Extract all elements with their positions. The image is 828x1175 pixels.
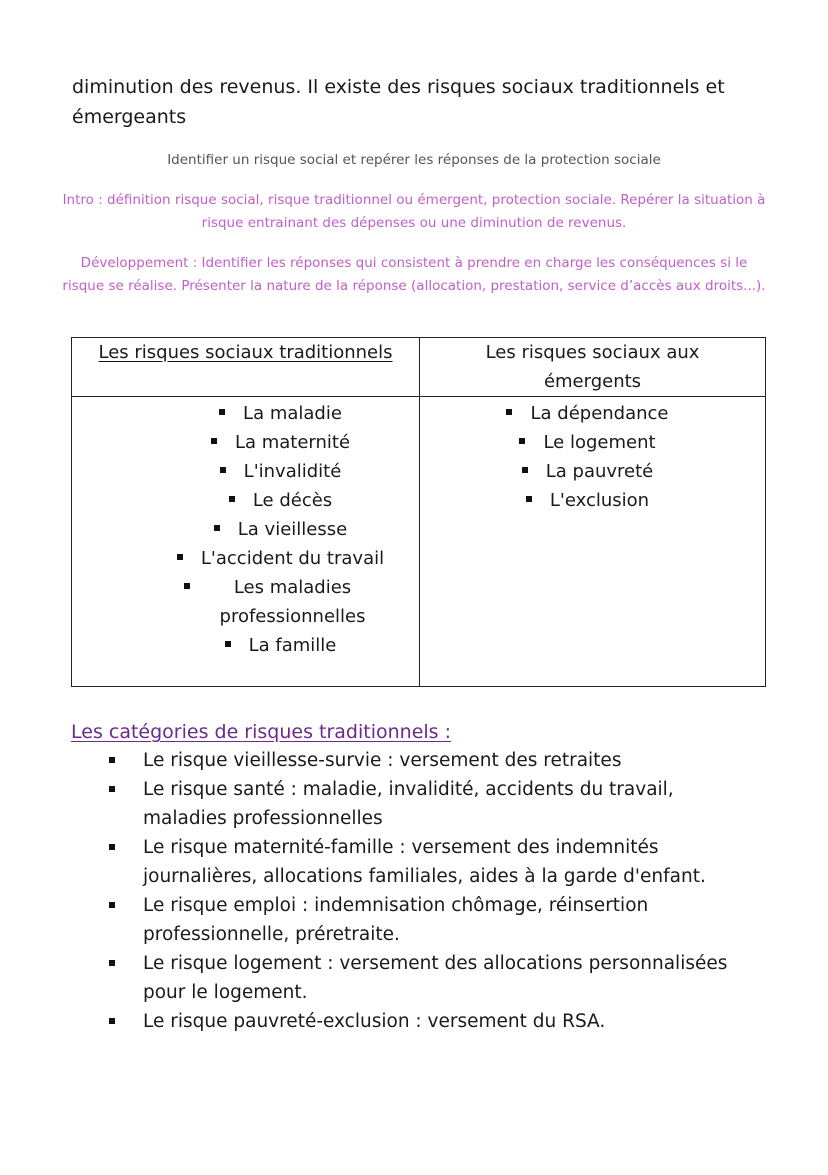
square-bullet-icon xyxy=(220,467,226,473)
category-item-text: Le risque logement : versement des allocations personnalisées pour le logement. xyxy=(143,953,728,1003)
square-bullet-icon xyxy=(519,438,525,444)
emerging-risk-item-text: La dépendance xyxy=(530,403,669,424)
categories-title: Les catégories de risques traditionnels : xyxy=(71,721,452,743)
square-bullet-icon xyxy=(109,902,115,908)
section-subtitle: Identifier un risque social et repérer les réponses de la protection sociale xyxy=(167,152,661,168)
square-bullet-icon xyxy=(522,467,528,473)
header-emerging-risks xyxy=(420,338,766,397)
square-bullet-icon xyxy=(211,438,217,444)
emerging-risk-item xyxy=(420,486,755,515)
emerging-risk-item-text: La pauvreté xyxy=(545,461,654,482)
traditional-risk-item-text: La maternité xyxy=(234,432,351,453)
traditional-risk-item-text: L'accident du travail xyxy=(200,548,385,569)
emerging-risk-item-text: Le logement xyxy=(543,432,656,453)
development-instruction: Développement : Identifier les réponses qui consistent à prendre en charge les conséquences si le risque se réalise. Présenter la nature de la réponse (allocation, prestation, service d’accès aux droits...). xyxy=(62,255,766,294)
traditional-risk-item xyxy=(142,457,419,486)
square-bullet-icon xyxy=(229,496,235,502)
header-emerging-risks-text: Les risques sociaux aux émergents xyxy=(485,342,700,392)
header-traditional-risks: Les risques sociaux traditionnels xyxy=(72,338,420,397)
emerging-risks-list xyxy=(420,397,765,515)
square-bullet-icon xyxy=(109,1018,115,1024)
square-bullet-icon xyxy=(109,786,115,792)
emerging-risk-item xyxy=(420,399,755,428)
traditional-risk-item-text: La maladie xyxy=(243,403,342,424)
risk-table xyxy=(71,337,766,687)
square-bullet-icon xyxy=(506,409,512,415)
traditional-risks-list xyxy=(72,397,419,660)
traditional-risk-item xyxy=(142,544,419,573)
square-bullet-icon xyxy=(225,641,231,647)
category-item xyxy=(103,1007,763,1036)
square-bullet-icon xyxy=(214,525,220,531)
traditional-risk-item xyxy=(142,486,419,515)
intro-instruction: Intro : définition risque social, risque traditionnel ou émergent, protection sociale. Repérer la situation à risque entrainant des dépenses ou une diminution de revenus. xyxy=(62,192,766,231)
traditional-risk-item-text: Le décès xyxy=(252,490,333,511)
traditional-risk-item xyxy=(142,399,419,428)
category-item-text: Le risque emploi : indemnisation chômage, réinsertion professionnelle, préretraite. xyxy=(143,895,649,945)
category-item-text: Le risque maternité-famille : versement des indemnités journalières, allocations familiales, aides à la garde d'enfant. xyxy=(143,837,706,887)
square-bullet-icon xyxy=(526,496,532,502)
category-item xyxy=(103,833,763,891)
table-header-row xyxy=(72,338,766,397)
square-bullet-icon xyxy=(109,844,115,850)
traditional-risk-item xyxy=(142,515,419,544)
square-bullet-icon xyxy=(109,960,115,966)
traditional-risk-item xyxy=(142,631,419,660)
emerging-risk-item xyxy=(420,428,755,457)
traditional-risk-item-text: Les maladies professionnelles xyxy=(219,577,366,627)
category-item-text: Le risque santé : maladie, invalidité, accidents du travail, maladies professionnelles xyxy=(143,779,674,829)
traditional-risk-item xyxy=(142,573,419,631)
category-item-text: Le risque vieillesse-survie : versement des retraites xyxy=(143,750,622,771)
emerging-risk-item-text: L'exclusion xyxy=(549,490,650,511)
traditional-risk-item-text: La famille xyxy=(248,635,337,656)
emerging-risks-cell xyxy=(420,397,766,687)
square-bullet-icon xyxy=(109,757,115,763)
traditional-risk-item-text: La vieillesse xyxy=(237,519,348,540)
category-item xyxy=(103,746,763,775)
categories-list xyxy=(103,746,763,1036)
square-bullet-icon xyxy=(219,409,225,415)
table-body-row xyxy=(72,397,766,687)
category-item-text: Le risque pauvreté-exclusion : versement du RSA. xyxy=(143,1011,606,1032)
square-bullet-icon xyxy=(184,583,190,589)
category-item xyxy=(103,949,763,1007)
intro-paragraph: diminution des revenus. Il existe des risques sociaux traditionnels et émergeants xyxy=(72,76,725,128)
category-item xyxy=(103,775,763,833)
square-bullet-icon xyxy=(177,554,183,560)
traditional-risks-cell xyxy=(72,397,420,687)
emerging-risk-item xyxy=(420,457,755,486)
traditional-risk-item xyxy=(142,428,419,457)
traditional-risk-item-text: L'invalidité xyxy=(243,461,342,482)
category-item xyxy=(103,891,763,949)
